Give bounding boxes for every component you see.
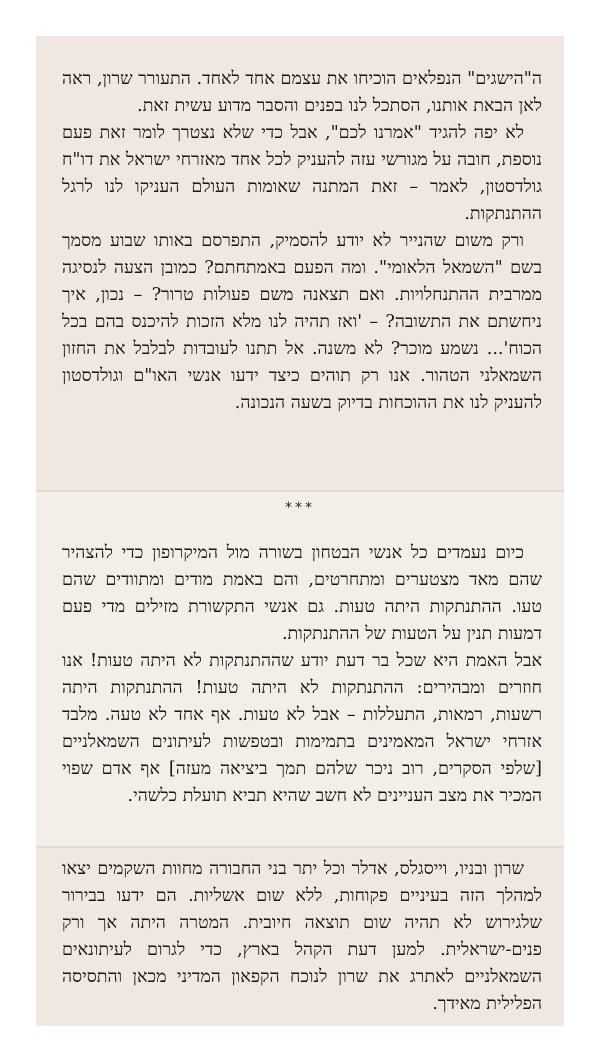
paragraph: לא יפה להגיד "אמרנו לכם", אבל כדי שלא נצטרך לומר זאת פעם נוספת, חובה על מגורשי עזה להעניק לכל אחד מאזרחי ישראל את דו"ח גולדסטון, לאמר – זאת המתנה שאומות העולם העניקו לנו לרגל ההתנתקות. xyxy=(62,123,542,224)
paragraph: כיום נעמדים כל אנשי הבטחון בשורה מול המיקרופון כדי להצהיר שהם מאד מצטערים ומתחרטים, והם באמת מודים ומתוודים שהם טעו. ההתנתקות היתה טעות. גם אנשי התקשורת מזילים מדי פעם דמעות תנין על הטעות של ההתנתקות. xyxy=(62,543,542,644)
article-column xyxy=(62,540,542,810)
section-divider xyxy=(36,846,564,848)
newspaper-clipping xyxy=(36,36,564,1026)
article-column xyxy=(62,66,542,417)
article-section-2 xyxy=(36,490,564,846)
article-column xyxy=(62,856,542,1018)
paragraph: ה"הישגים" הנפלאים הוכיחו את עצמם אחד לאחד. התעורר שרון, ראה לאן הבאת אותנו, הסתכל לנו בפנים והסבר מדוע עשית זאת. xyxy=(62,69,542,116)
section-divider xyxy=(36,490,564,492)
paragraph: אבל האמת היא שכל בר דעת יודע שההתנתקות לא היתה טעות! אנו חוזרים ומבהירים: ההתנתקות לא היתה טעות! ההתנתקות היתה רשעות, רמאות, התעללות – אבל לא טעות. אף אחד לא טעה. מלבד אזרחי ישראל המאמינים בתמימות ובטפשות לעיתונים השמאלניים [שלפי הסקרים, רוב ניכר שלהם תמך ביציאה מעזה] אף אדם שפוי המכיר את מצב העניינים לא חשב שהיא תביא תועלת כלשהי. xyxy=(62,651,542,806)
section-separator: *** xyxy=(285,500,315,516)
paragraph: ורק משום שהנייר לא יודע להסמיק, התפרסם באותו שבוע מסמך בשם "השמאל הלאומי". ומה הפעם באמתחתם? כמובן הצעה לנסיגה ממרבית ההתנחלויות. ואם תצאנה משם פעולות טרור? – נכון, איך ניחשתם את התשובה? – 'ואז תהיה לנו מלא הזכות להיכנס בהם בכל הכוח'... נשמע מוכר? לא משנה. אל תתנו לעובדות לבלבל את החזון השמאלני הטהור. אנו רק תוהים כיצד ידעו אנשי האו"ם וגולדסטון להעניק לנו את ההוכחות בדיוק בשעה הנכונה. xyxy=(62,231,542,413)
article-section-3 xyxy=(36,846,564,1026)
article-section-1 xyxy=(36,36,564,490)
paragraph: שרון ובניו, וייסגלס, אדלר וכל יתר בני החבורה מחוות השקמים יצאו למהלך הזה בעיניים פקוחות, ללא שום אשליות. הם ידעו בבירור שלגירוש לא תהיה שום תוצאה חיובית. המטרה היתה אך ורק פנים-ישראלית. למען דעת הקהל בארץ, כדי לגרום לעיתונאים השמאלניים לאתרג את שרון לנוכח הקפאון המדיני מכאן והתסיסה הפלילית מאידך. xyxy=(62,859,542,1014)
